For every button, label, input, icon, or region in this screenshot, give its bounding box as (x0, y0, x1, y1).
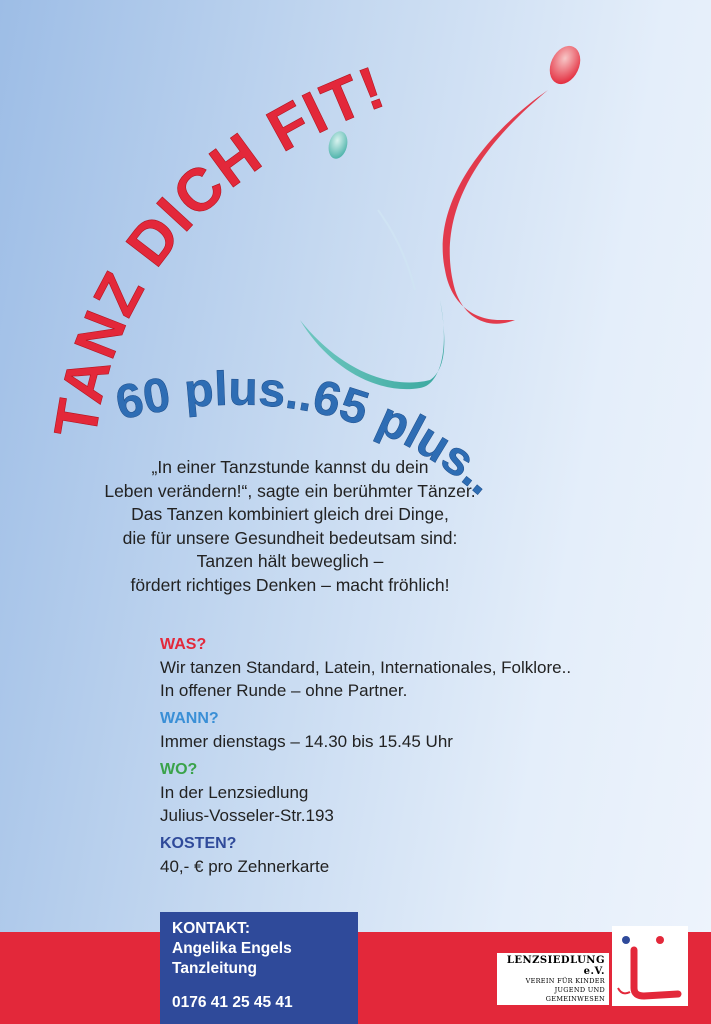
headline-subtitle: 60 plus..65 plus.. (110, 362, 508, 506)
info-section (160, 628, 700, 878)
quote-line: „In einer Tanzstunde kannst du dein (151, 457, 429, 477)
contact-heading: KONTAKT: (172, 920, 251, 937)
wo-line: In der Lenzsiedlung (160, 783, 309, 802)
logo-tagline-line: VEREIN FÜR KINDER (525, 977, 605, 985)
wann-line: Immer dienstags – 14.30 bis 15.45 Uhr (160, 732, 453, 751)
kosten-line: 40,- € pro Zehnerkarte (160, 857, 330, 876)
contact-role: Tanzleitung (172, 960, 257, 977)
quote-block (40, 456, 540, 597)
smiley-logo-icon (612, 926, 688, 1006)
was-line: In offener Runde – ohne Partner. (160, 681, 408, 700)
quote-line: fördert richtiges Denken – macht fröhlich! (130, 574, 450, 595)
wo-line: Julius-Vosseler-Str.193 (160, 806, 334, 825)
dancer-head-red (544, 41, 586, 89)
wo-heading: WO? (160, 761, 198, 778)
was-line: Wir tanzen Standard, Latein, Internationales, Folklore.. (160, 658, 572, 677)
contact-phone: 0176 41 25 45 41 (172, 994, 293, 1011)
logo-tagline-line: GEMEINWESEN (545, 995, 605, 1003)
logo-name: LENZSIEDLUNG e.V. (506, 955, 605, 977)
kosten-heading: KOSTEN? (160, 835, 237, 852)
headline-title: TANZ DICH FIT! (41, 52, 394, 442)
was-heading: WAS? (160, 636, 207, 653)
quote-line: Leben verändern!“, sagte ein berühmter Tänzer. (104, 480, 476, 501)
quote-line: die für unsere Gesundheit bedeutsam sind: (122, 527, 458, 548)
red-arc-stroke (443, 90, 548, 324)
contact-name: Angelika Engels (172, 940, 292, 957)
quote-line: Tanzen hält beweglich – (196, 551, 384, 571)
logo-emblem (612, 926, 688, 1006)
logo-text-block (497, 953, 609, 1005)
contact-box (160, 912, 358, 1024)
wann-heading: WANN? (160, 710, 219, 727)
quote-line: Das Tanzen kombiniert gleich drei Dinge, (131, 504, 449, 524)
logo-tagline-line: JUGEND UND (554, 986, 605, 994)
